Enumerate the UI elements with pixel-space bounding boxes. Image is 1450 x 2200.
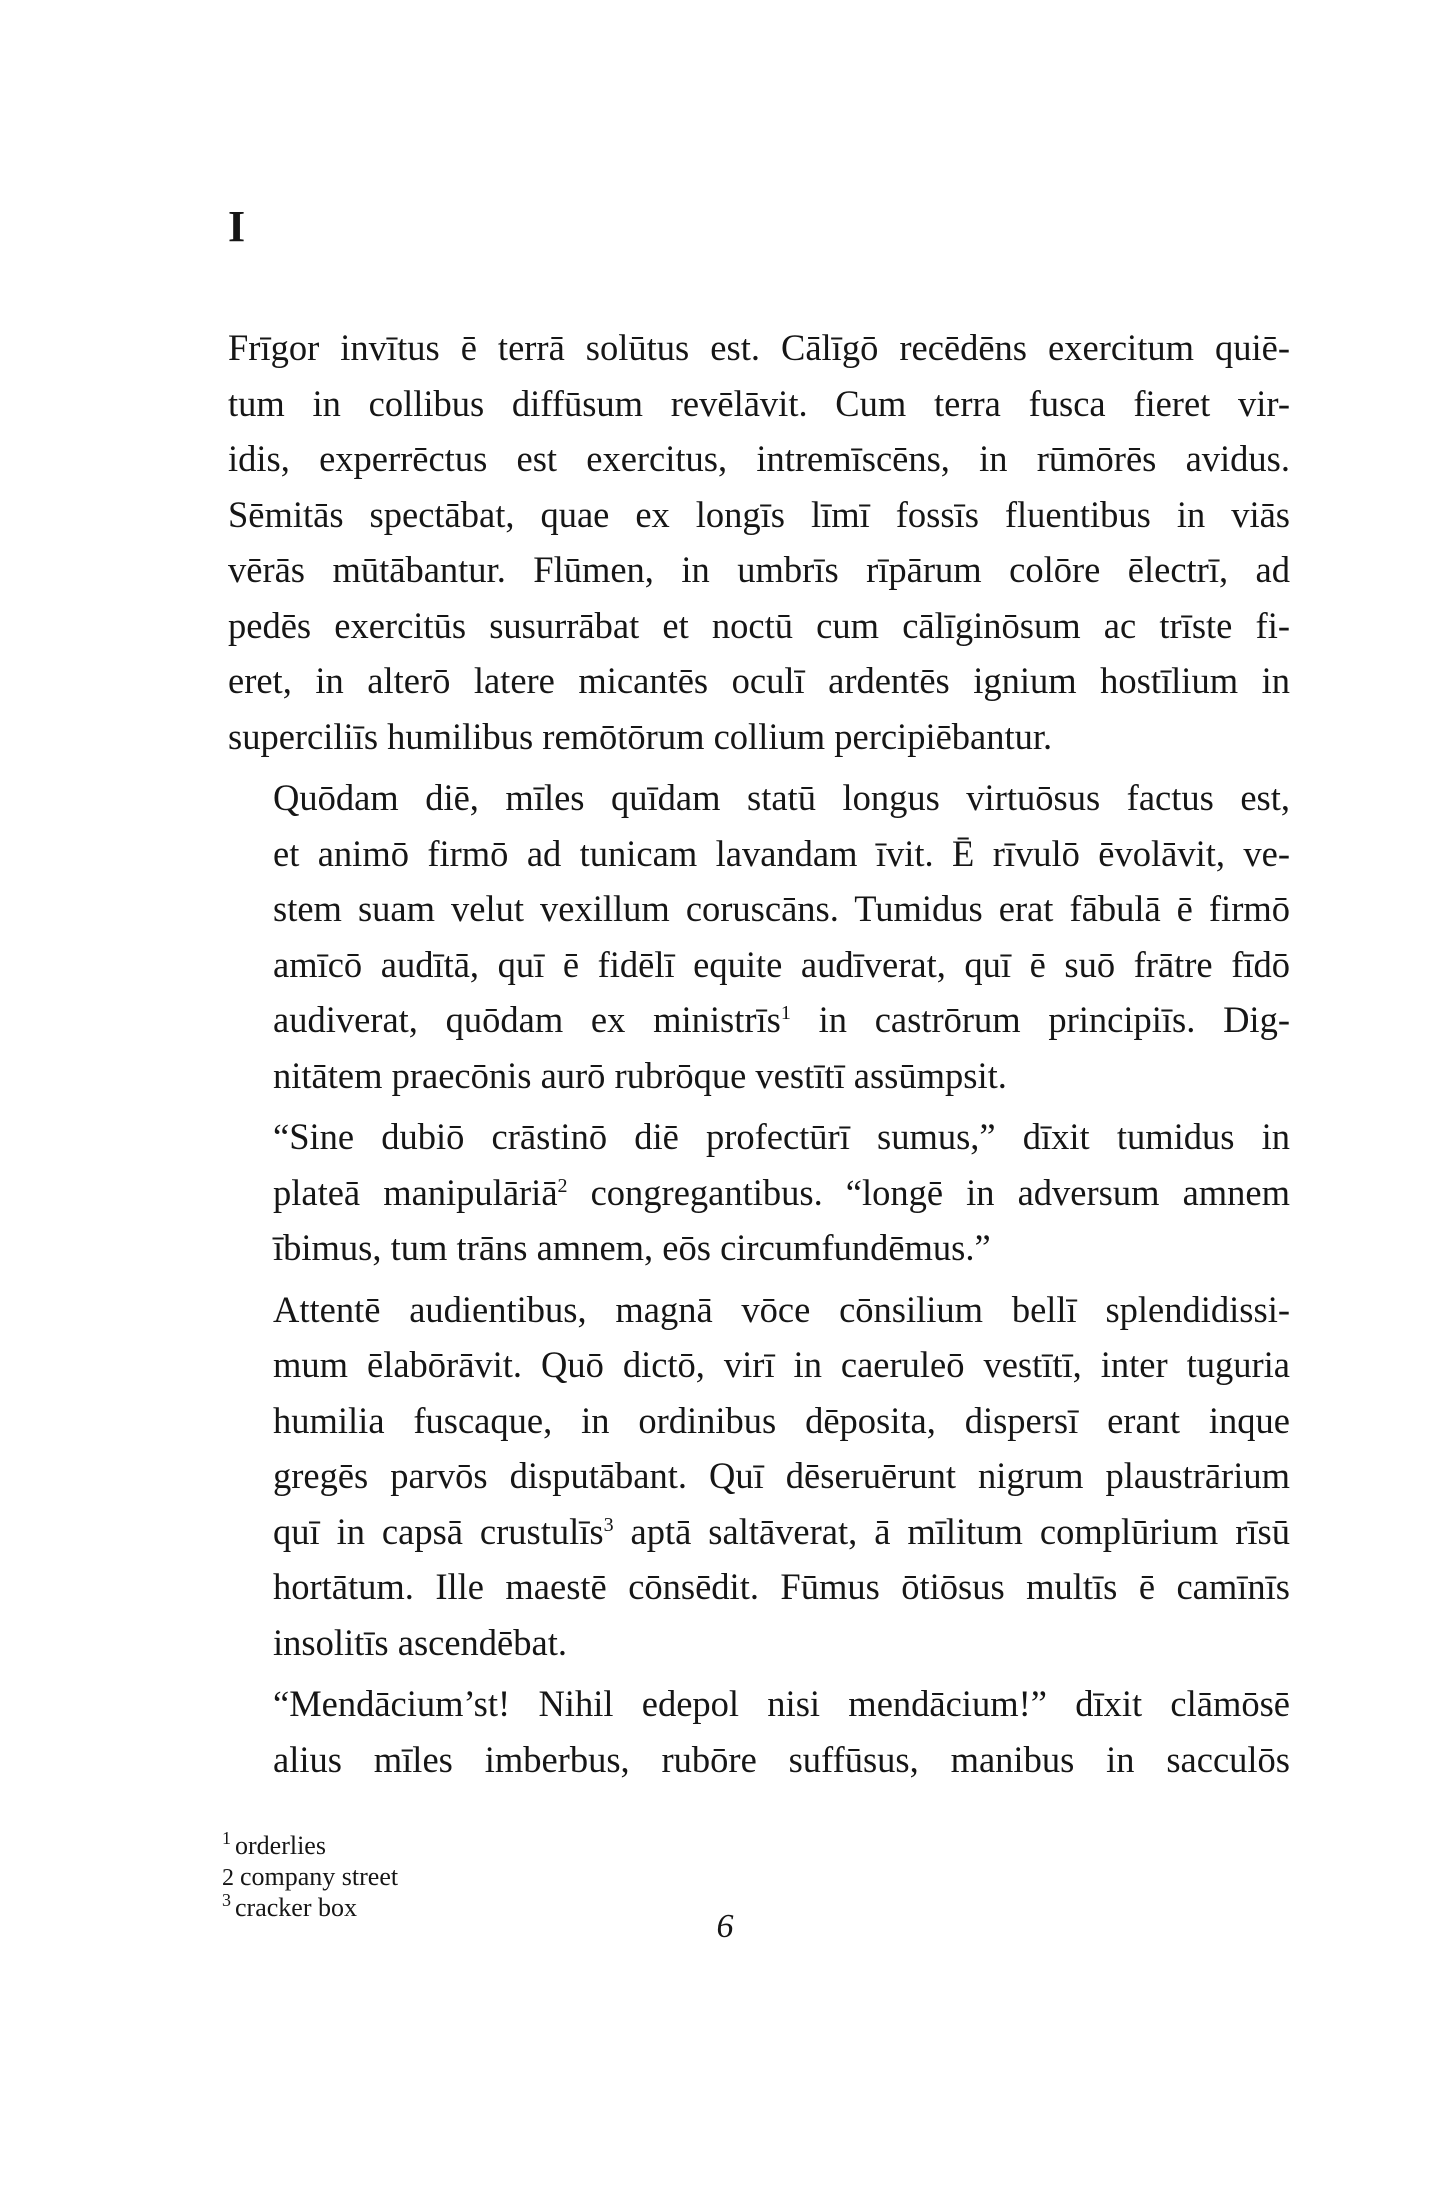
paragraph bbox=[228, 770, 1290, 1103]
footnote-text: cracker box bbox=[235, 1893, 357, 1922]
footnote-number: 1 bbox=[222, 1828, 231, 1849]
text-line: amīcō audītā, quī ē fidēlī equite audīverat, quī ē suō frātre fīdō bbox=[273, 943, 1290, 985]
text-line: et animō firmō ad tunicam lavandam īvit. Ē rīvulō ēvolāvit, ve- bbox=[273, 832, 1290, 874]
chapter-heading: I bbox=[228, 202, 246, 251]
text-line: alius mīles imberbus, rubōre suffūsus, manibus in sacculōs bbox=[273, 1738, 1290, 1780]
text-line: “Mendācium’st! Nihil edepol nisi mendācium!” dīxit clāmōsē bbox=[273, 1683, 1290, 1724]
footnote-ref: 1 bbox=[780, 1001, 791, 1024]
text-line: ībimus, tum trāns amnem, eōs circumfundēmus.” bbox=[273, 1227, 991, 1268]
text-line: plateā manipulāriā$^2$ congregantibus. “longē in adversum amnem bbox=[273, 1171, 1291, 1213]
body-text bbox=[228, 320, 1290, 1787]
text-line: tum in collibus diffūsum revēlāvit. Cum terra fusca fieret vir- bbox=[228, 382, 1290, 424]
text-line: hortātum. Ille maestē cōnsēdit. Fūmus ōtiōsus multīs ē camīnīs bbox=[273, 1566, 1290, 1607]
text-line: idis, experrēctus est exercitus, intremīscēns, in rūmōrēs avidus. bbox=[228, 438, 1290, 479]
text-line: “Sine dubiō crāstinō diē profectūrī sumus,” dīxit tumidus in bbox=[273, 1116, 1290, 1157]
text-line: Quōdam diē, mīles quīdam statū longus virtuōsus factus est, bbox=[273, 777, 1290, 818]
footnote-number: 3 bbox=[222, 1890, 231, 1911]
text-line: insolitīs ascendēbat. bbox=[273, 1621, 567, 1663]
paragraph bbox=[228, 1109, 1290, 1276]
text-line: vērās mūtābantur. Flūmen, in umbrīs rīpārum colōre ēlectrī, ad bbox=[228, 549, 1290, 590]
text-line: audiverat, quōdam ex ministrīs$^1$ in castrōrum principiīs. Dig- bbox=[273, 999, 1290, 1040]
footnote-number: 2 bbox=[222, 1865, 234, 1891]
text-line: mum ēlabōrāvit. Quō dictō, virī in caeruleō vestītī, inter tuguria bbox=[273, 1344, 1290, 1385]
text-line: gregēs parvōs disputābant. Quī dēseruērunt nigrum plaustrārium bbox=[273, 1455, 1290, 1496]
text-line: quī in capsā crustulīs$^3$ aptā saltāverat, ā mīlitum complūrium rīsū bbox=[273, 1510, 1290, 1552]
page-number: 6 bbox=[716, 1908, 734, 1945]
text-line: eret, in alterō latere micantēs oculī ardentēs ignium hostīlium in bbox=[228, 660, 1290, 701]
paragraph bbox=[228, 1676, 1290, 1787]
paragraph bbox=[228, 1282, 1290, 1671]
text-line: Attentē audientibus, magnā vōce cōnsilium bellī splendidissi- bbox=[273, 1288, 1290, 1330]
paragraph bbox=[228, 320, 1290, 764]
text-line: superciliīs humilibus remōtōrum collium percipiēbantur. bbox=[228, 715, 1053, 757]
footnote-text: company street bbox=[240, 1862, 399, 1891]
text-line: stem suam velut vexillum coruscāns. Tumidus erat fābulā ē firmō bbox=[273, 888, 1290, 929]
text-line: humilia fuscaque, in ordinibus dēposita, dispersī erant inque bbox=[273, 1399, 1290, 1441]
footnote-text: orderlies bbox=[235, 1831, 326, 1860]
footnote bbox=[222, 1830, 398, 1861]
text-line: Frīgor invītus ē terrā solūtus est. Cālīgō recēdēns exercitum quiē- bbox=[228, 327, 1290, 368]
text-line: pedēs exercitūs susurrābat et noctū cum cālīginōsum ac trīste fi- bbox=[228, 604, 1290, 646]
footnote-ref: 3 bbox=[603, 1513, 614, 1536]
footnote bbox=[222, 1861, 398, 1892]
text-line: Sēmitās spectābat, quae ex longīs līmī fossīs fluentibus in viās bbox=[228, 493, 1290, 535]
text-line: nitātem praecōnis aurō rubrōque vestītī assūmpsit. bbox=[273, 1054, 1007, 1096]
footnote-ref: 2 bbox=[557, 1174, 568, 1197]
